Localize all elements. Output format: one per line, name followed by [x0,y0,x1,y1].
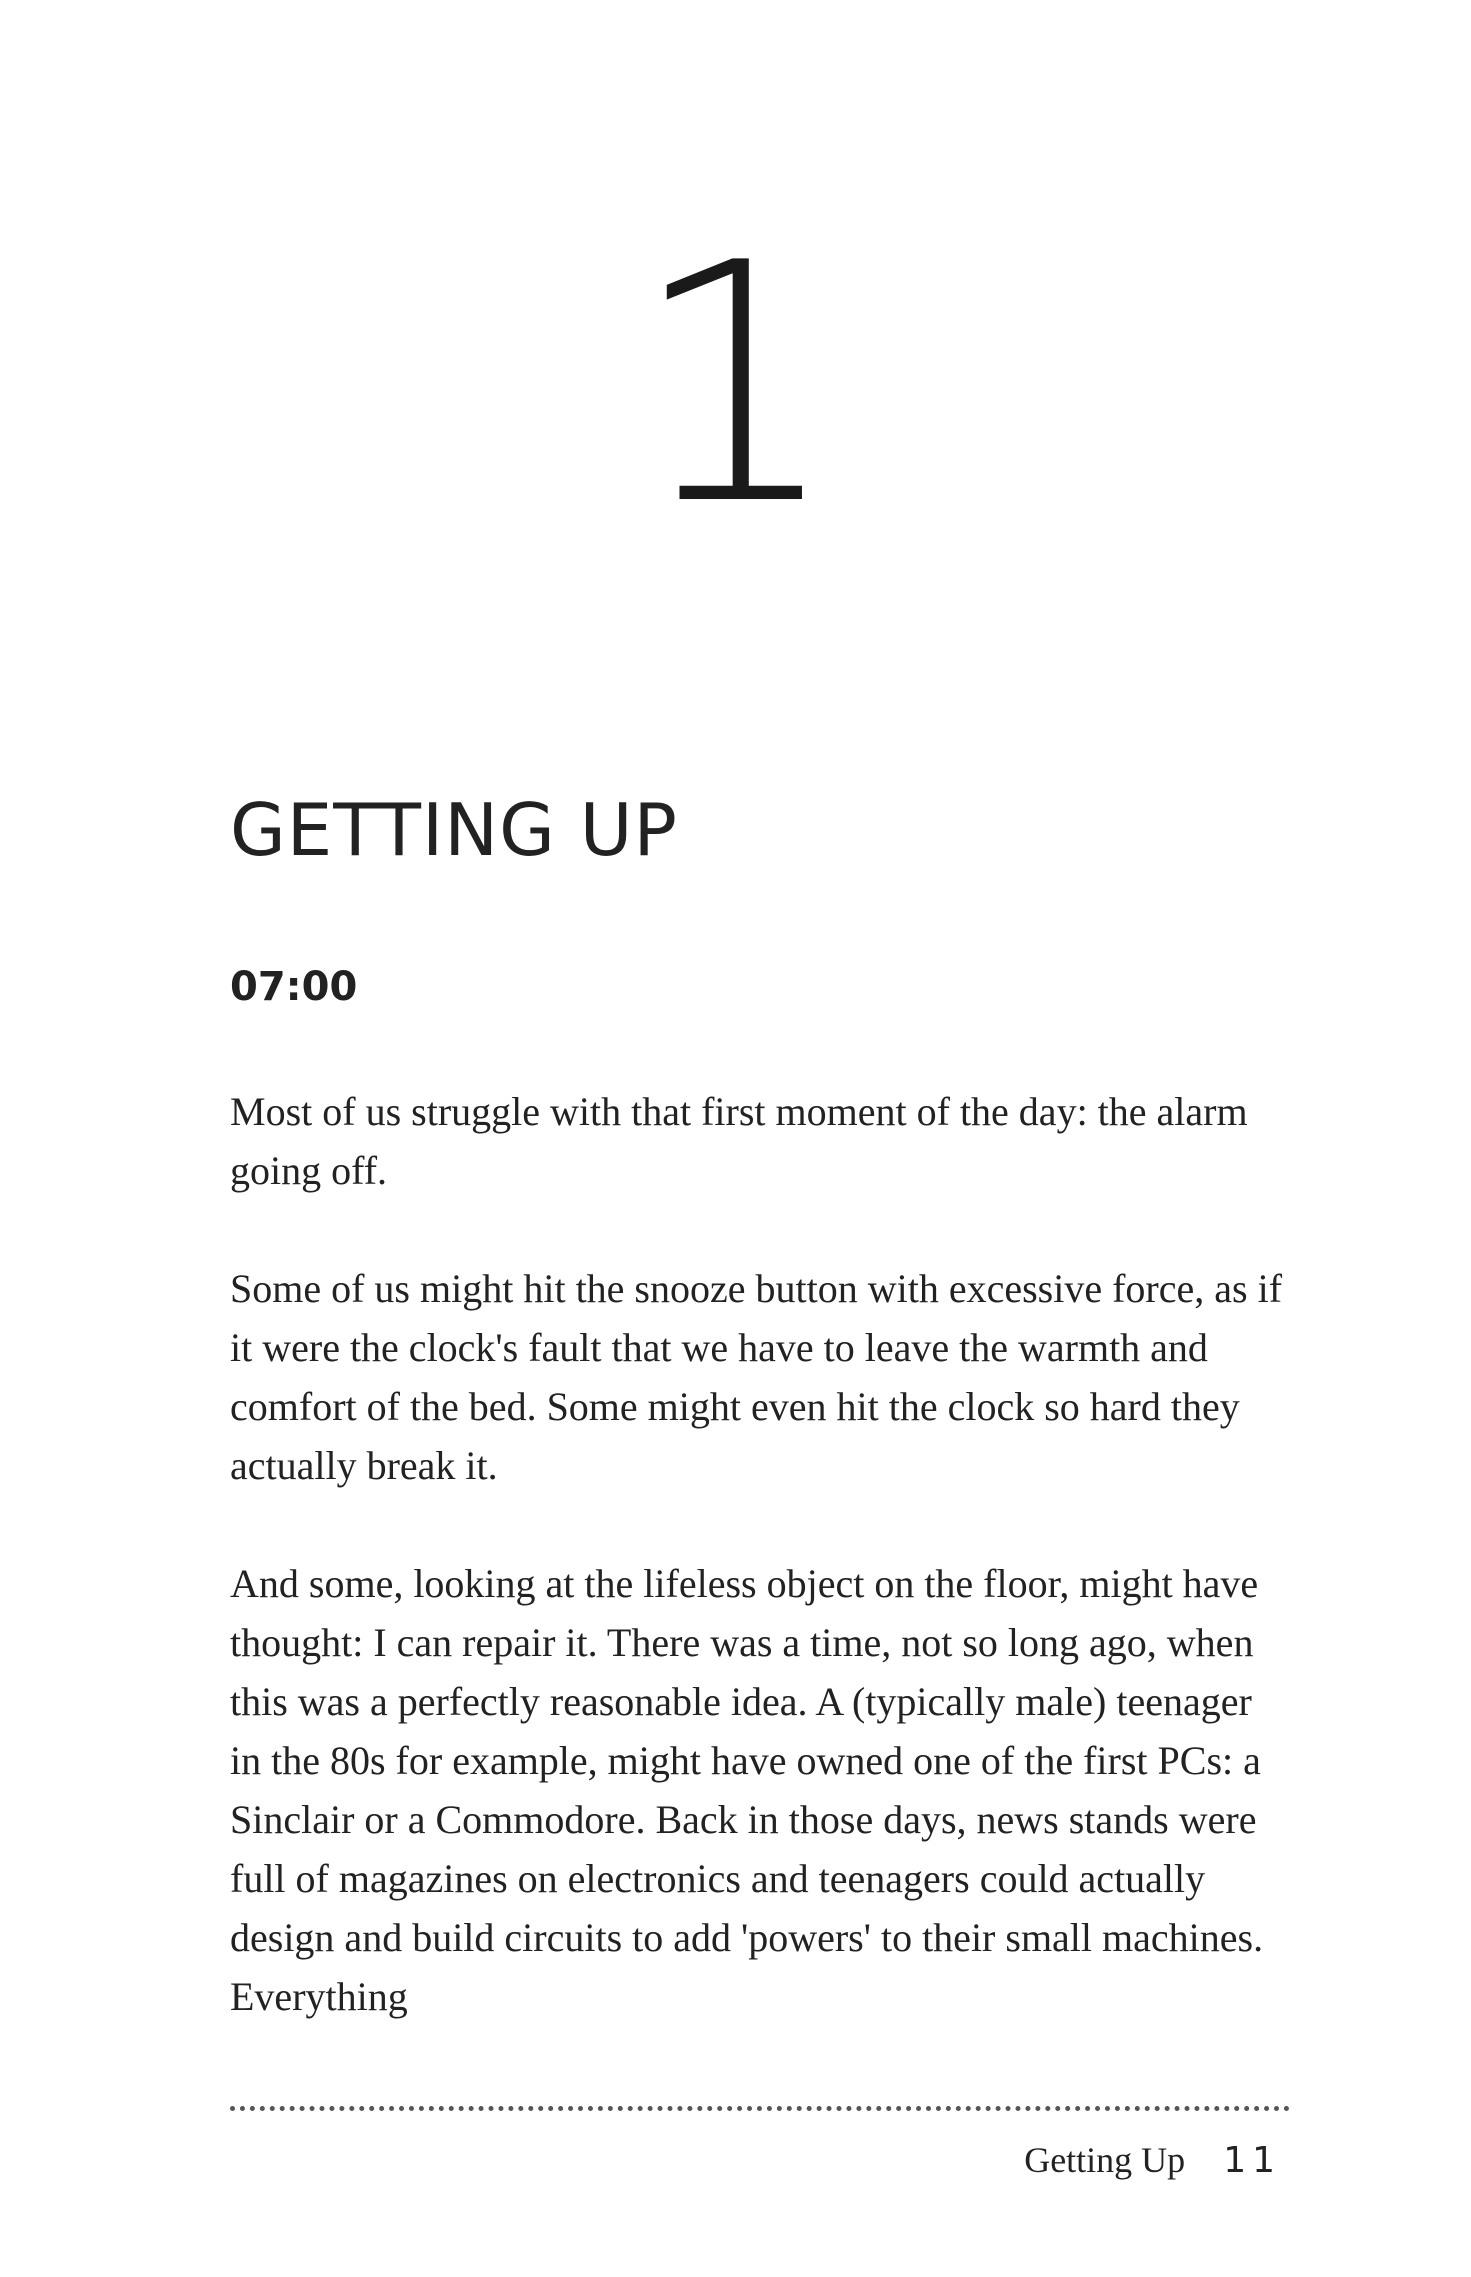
body-text [230,1082,1290,2085]
running-title: Getting Up [1024,2140,1186,2180]
page-footer [1024,2136,1281,2185]
paragraph: Most of us struggle with that first moment of the day: the alarm going off. [230,1089,1248,1193]
paragraph: Some of us might hit the snooze button with excessive force, as if it were the clock's fault that we have to leave the warmth and comfort of the bed. Some might even hit the clock so hard they actually break it. [230,1266,1283,1488]
paragraph: And some, looking at the lifeless object on the floor, might have thought: I can repair it. There was a time, not so long ago, when this was a perfectly reasonable idea. A (typically male) teenager in the 80s for example, might have owned one of the first PCs: a Sinclair or a Commodore. Back in those days, news stands were full of magazines on electronics and teenagers could actually design and build circuits to add 'powers' to their small machines. Everything [230,1561,1264,2019]
chapter-title: GETTING UP [230,788,678,872]
page-number: 11 [1223,2140,1281,2181]
section-time-heading: 07:00 [230,964,358,1010]
footer-dotted-rule [230,2106,1290,2111]
chapter-number: 1 [630,193,841,577]
